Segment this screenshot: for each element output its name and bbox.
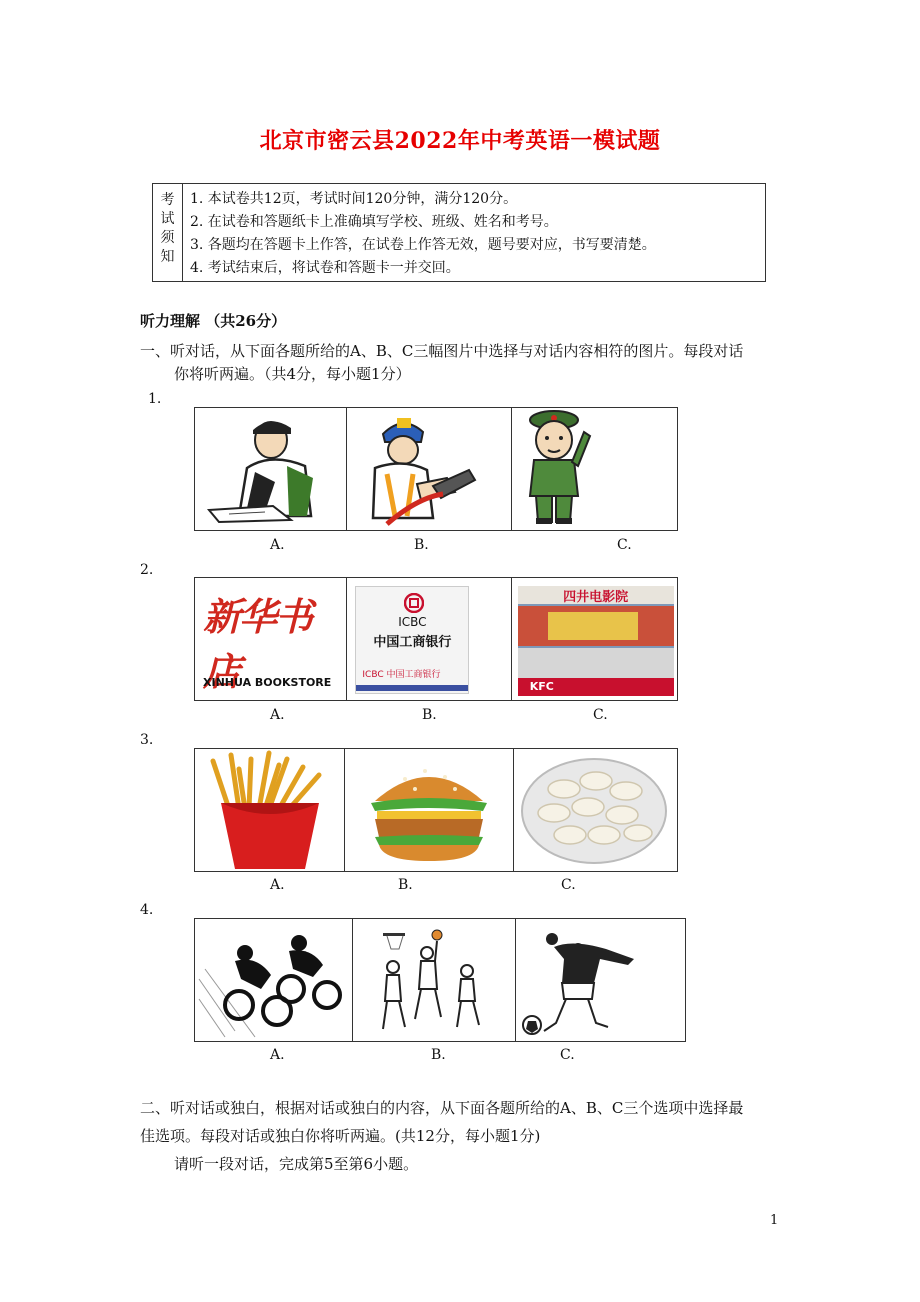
option-label: C. [560, 1047, 575, 1063]
page-title: 北京市密云县2022年中考英语一模试题 [259, 128, 661, 154]
option-label: A. [270, 1047, 285, 1063]
option-label: B. [414, 537, 429, 553]
icbc-cn: 中国工商银行 [373, 635, 452, 650]
part1-instructions: 一、听对话，从下面各题所给的A、B、C三幅图片中选择与对话内容相符的图片。每段对话 [140, 342, 744, 360]
option-label: A. [270, 537, 285, 553]
notice-item: 1. 本试卷共12页，考试时间120分钟，满分120分。 [190, 191, 518, 207]
icbc-en: ICBC [398, 615, 427, 629]
question-number: 4. [140, 902, 154, 918]
notice-item: 3. 各题均在答题卡上作答，在试卷上作答无效，题号要对应，书写要清楚。 [190, 237, 656, 253]
option-label: B. [431, 1047, 446, 1063]
option-label: B. [422, 707, 437, 723]
notice-label-char: 考 [160, 192, 175, 208]
question-number: 3. [140, 732, 154, 748]
part1-instructions-cont: 你将听两遍。（共4分，每小题1分） [174, 365, 411, 383]
dumplings-image [514, 749, 677, 871]
option-label: C. [593, 707, 608, 723]
listening-heading: 听力理解 （共26分） [140, 312, 287, 330]
xinhua-logo-text: 新华书店 [203, 594, 312, 694]
notice-label [153, 184, 183, 281]
icbc-bank-image [347, 578, 511, 700]
question-number: 2. [140, 562, 154, 578]
notice-item: 2. 在试卷和答题纸卡上准确填写学校、班级、姓名和考号。 [190, 214, 558, 230]
hamburger-image [345, 749, 513, 871]
question-4-images [194, 918, 686, 1042]
question-1-images [194, 407, 678, 531]
notice-label-char: 须 [160, 230, 175, 246]
question-3-images [194, 748, 678, 872]
notice-label-char: 试 [160, 211, 175, 227]
notice-label-char: 知 [160, 249, 175, 265]
question-2-images [194, 577, 678, 701]
firefighter-image [347, 408, 511, 530]
exam-notice-box [152, 183, 766, 282]
soldier-image [512, 408, 677, 530]
option-label: B. [398, 877, 413, 893]
cinema-sign: 四井电影院 [518, 586, 674, 604]
question-number: 1. [148, 391, 162, 407]
notice-list [190, 188, 656, 280]
option-label: C. [617, 537, 632, 553]
icbc-small: ICBC 中国工商银行 [362, 670, 441, 680]
xinhua-subtitle: XINHUA BOOKSTORE [203, 676, 332, 689]
option-label: A. [270, 877, 285, 893]
cycling-image [195, 919, 353, 1041]
basketball-image [353, 919, 515, 1041]
part2-subinstruction: 请听一段对话，完成第5至第6小题。 [174, 1155, 419, 1173]
page-number: 1 [770, 1213, 779, 1228]
part2-instructions: 二、听对话或独白，根据对话或独白的内容，从下面各题所给的A、B、C三个选项中选择最 [140, 1099, 744, 1117]
kfc-sign: KFC [518, 678, 674, 696]
football-image [516, 919, 685, 1041]
french-fries-image [195, 749, 345, 871]
cinema-kfc-image [512, 578, 677, 700]
writer-image [195, 408, 347, 530]
xinhua-bookstore-image [195, 578, 347, 700]
notice-item: 4. 考试结束后，将试卷和答题卡一并交回。 [190, 260, 460, 276]
part2-instructions-cont: 佳选项。每段对话或独白你将听两遍。(共12分，每小题1分) [140, 1127, 541, 1145]
option-label: C. [561, 877, 576, 893]
option-label: A. [270, 707, 285, 723]
icbc-logo-icon [404, 593, 424, 613]
